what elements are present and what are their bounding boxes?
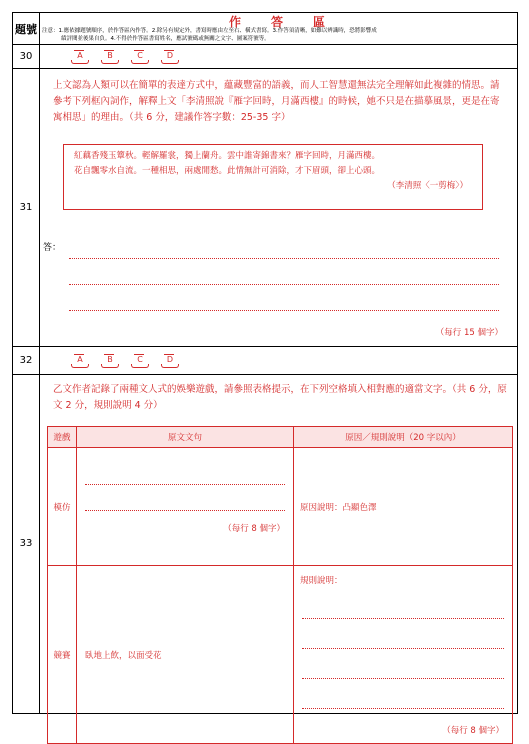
q31-poem-source: （李清照〈一剪梅〉） (387, 181, 468, 191)
question-31-row (13, 68, 517, 347)
header-cell (39, 13, 517, 44)
q32-option-a[interactable]: A (75, 355, 85, 364)
question-30-cell (39, 44, 517, 68)
q33-row2-rule-label: 規則說明： (300, 576, 343, 586)
question-33-cell (39, 374, 517, 736)
q31-poem-box (63, 144, 483, 210)
q31-poem-line-1: 紅藕香殘玉簟秋。輕解羅裳，獨上蘭舟。雲中誰寄錦書來？雁字回時，月滿西樓。 (74, 151, 381, 161)
q33-row1-reason: 原因說明：凸顯色澤 (294, 448, 513, 566)
q33-table (47, 426, 513, 744)
q33-row1-line-1[interactable] (85, 484, 285, 485)
question-31-cell (39, 68, 517, 346)
answer-area-title: 作 答 區 (228, 15, 327, 29)
q31-line-limit: （每行 15 個字） (435, 328, 503, 338)
q33-row2-limit: （每行 8 個字） (442, 726, 504, 736)
question-30-row (13, 44, 517, 69)
q33-row1-limit: （每行 8 個字） (223, 524, 285, 534)
q32-option-b[interactable]: B (105, 355, 115, 364)
q31-answer-label: 答： (43, 243, 62, 253)
question-33-number: 33 (13, 374, 40, 713)
q30-option-a[interactable]: A (75, 51, 85, 60)
q30-option-c[interactable]: C (135, 51, 145, 60)
q33-row2-rule-cell[interactable] (294, 566, 513, 744)
q31-answer-line-3[interactable] (69, 310, 499, 311)
notice-line-2: 績評閱並後果自負。4.不得於作答區書寫姓名，應試號碼或無關之文字、圖案符號等。 (61, 36, 270, 42)
notice-line-1: 注意：1.應依據題號順序，於作答區內作答。2.除另有規定外，書寫時應由左至右、橫式書寫。3.作答須清晰，如難以辨識時，恐將影響成 (42, 28, 377, 34)
q33-prompt: 乙文作者記錄了兩種文人式的娛樂遊戲，請參照表格提示，在下列空格填入相對應的適當文字。（共 6 分，原文 2 分，規則說明 4 分） (53, 384, 507, 411)
q33-row2-line-4[interactable] (302, 708, 504, 709)
q33-row1-text-cell[interactable] (77, 448, 294, 566)
q32-options (75, 355, 175, 364)
header-row (13, 13, 517, 45)
q32-option-d[interactable]: D (166, 355, 174, 364)
question-31-number: 31 (13, 68, 40, 346)
q30-option-b[interactable]: B (105, 51, 115, 60)
q33-row1-line-2[interactable] (85, 510, 285, 511)
q31-prompt: 上文認為人類可以在簡單的表達方式中，蘊藏豐富的語義，而人工智慧還無法完全理解如此複雜的情思。請參考下列框內詞作，解釋上文「李清照說『雁字回時，月滿西樓』的時候，她不只是在描摹風景，更是在寄寓相思」的理由。（共 6 分，建議作答字數：25-35 字） (53, 80, 500, 123)
q33-col-reason: 原因／規則說明（20 字以內） (294, 427, 513, 448)
question-33-row (13, 374, 517, 736)
question-32-number: 32 (13, 346, 40, 374)
answer-sheet (12, 12, 518, 736)
question-30-number: 30 (13, 44, 40, 68)
question-32-row (13, 346, 517, 375)
q30-options (75, 51, 175, 60)
q33-col-text: 原文文句 (77, 427, 294, 448)
q33-row2-text: 臥地上飲，以面受花 (77, 566, 294, 744)
q33-row2-game: 競賽 (48, 566, 77, 744)
q33-row1-game: 模仿 (48, 448, 77, 566)
q33-col-game: 遊戲 (48, 427, 77, 448)
q31-answer-line-2[interactable] (69, 284, 499, 285)
q31-answer-line-1[interactable] (69, 258, 499, 259)
question-32-cell (39, 346, 517, 374)
q33-row2-line-2[interactable] (302, 648, 504, 649)
q31-poem-line-2: 花自飄零水自流。一種相思，兩處閒愁。此情無計可消除，才下眉頭，卻上心頭。 (74, 166, 381, 176)
q33-row2-line-1[interactable] (302, 618, 504, 619)
q30-option-d[interactable]: D (166, 51, 174, 60)
q33-row2-line-3[interactable] (302, 678, 504, 679)
question-number-header: 題號 (13, 13, 40, 44)
q32-option-c[interactable]: C (135, 355, 145, 364)
